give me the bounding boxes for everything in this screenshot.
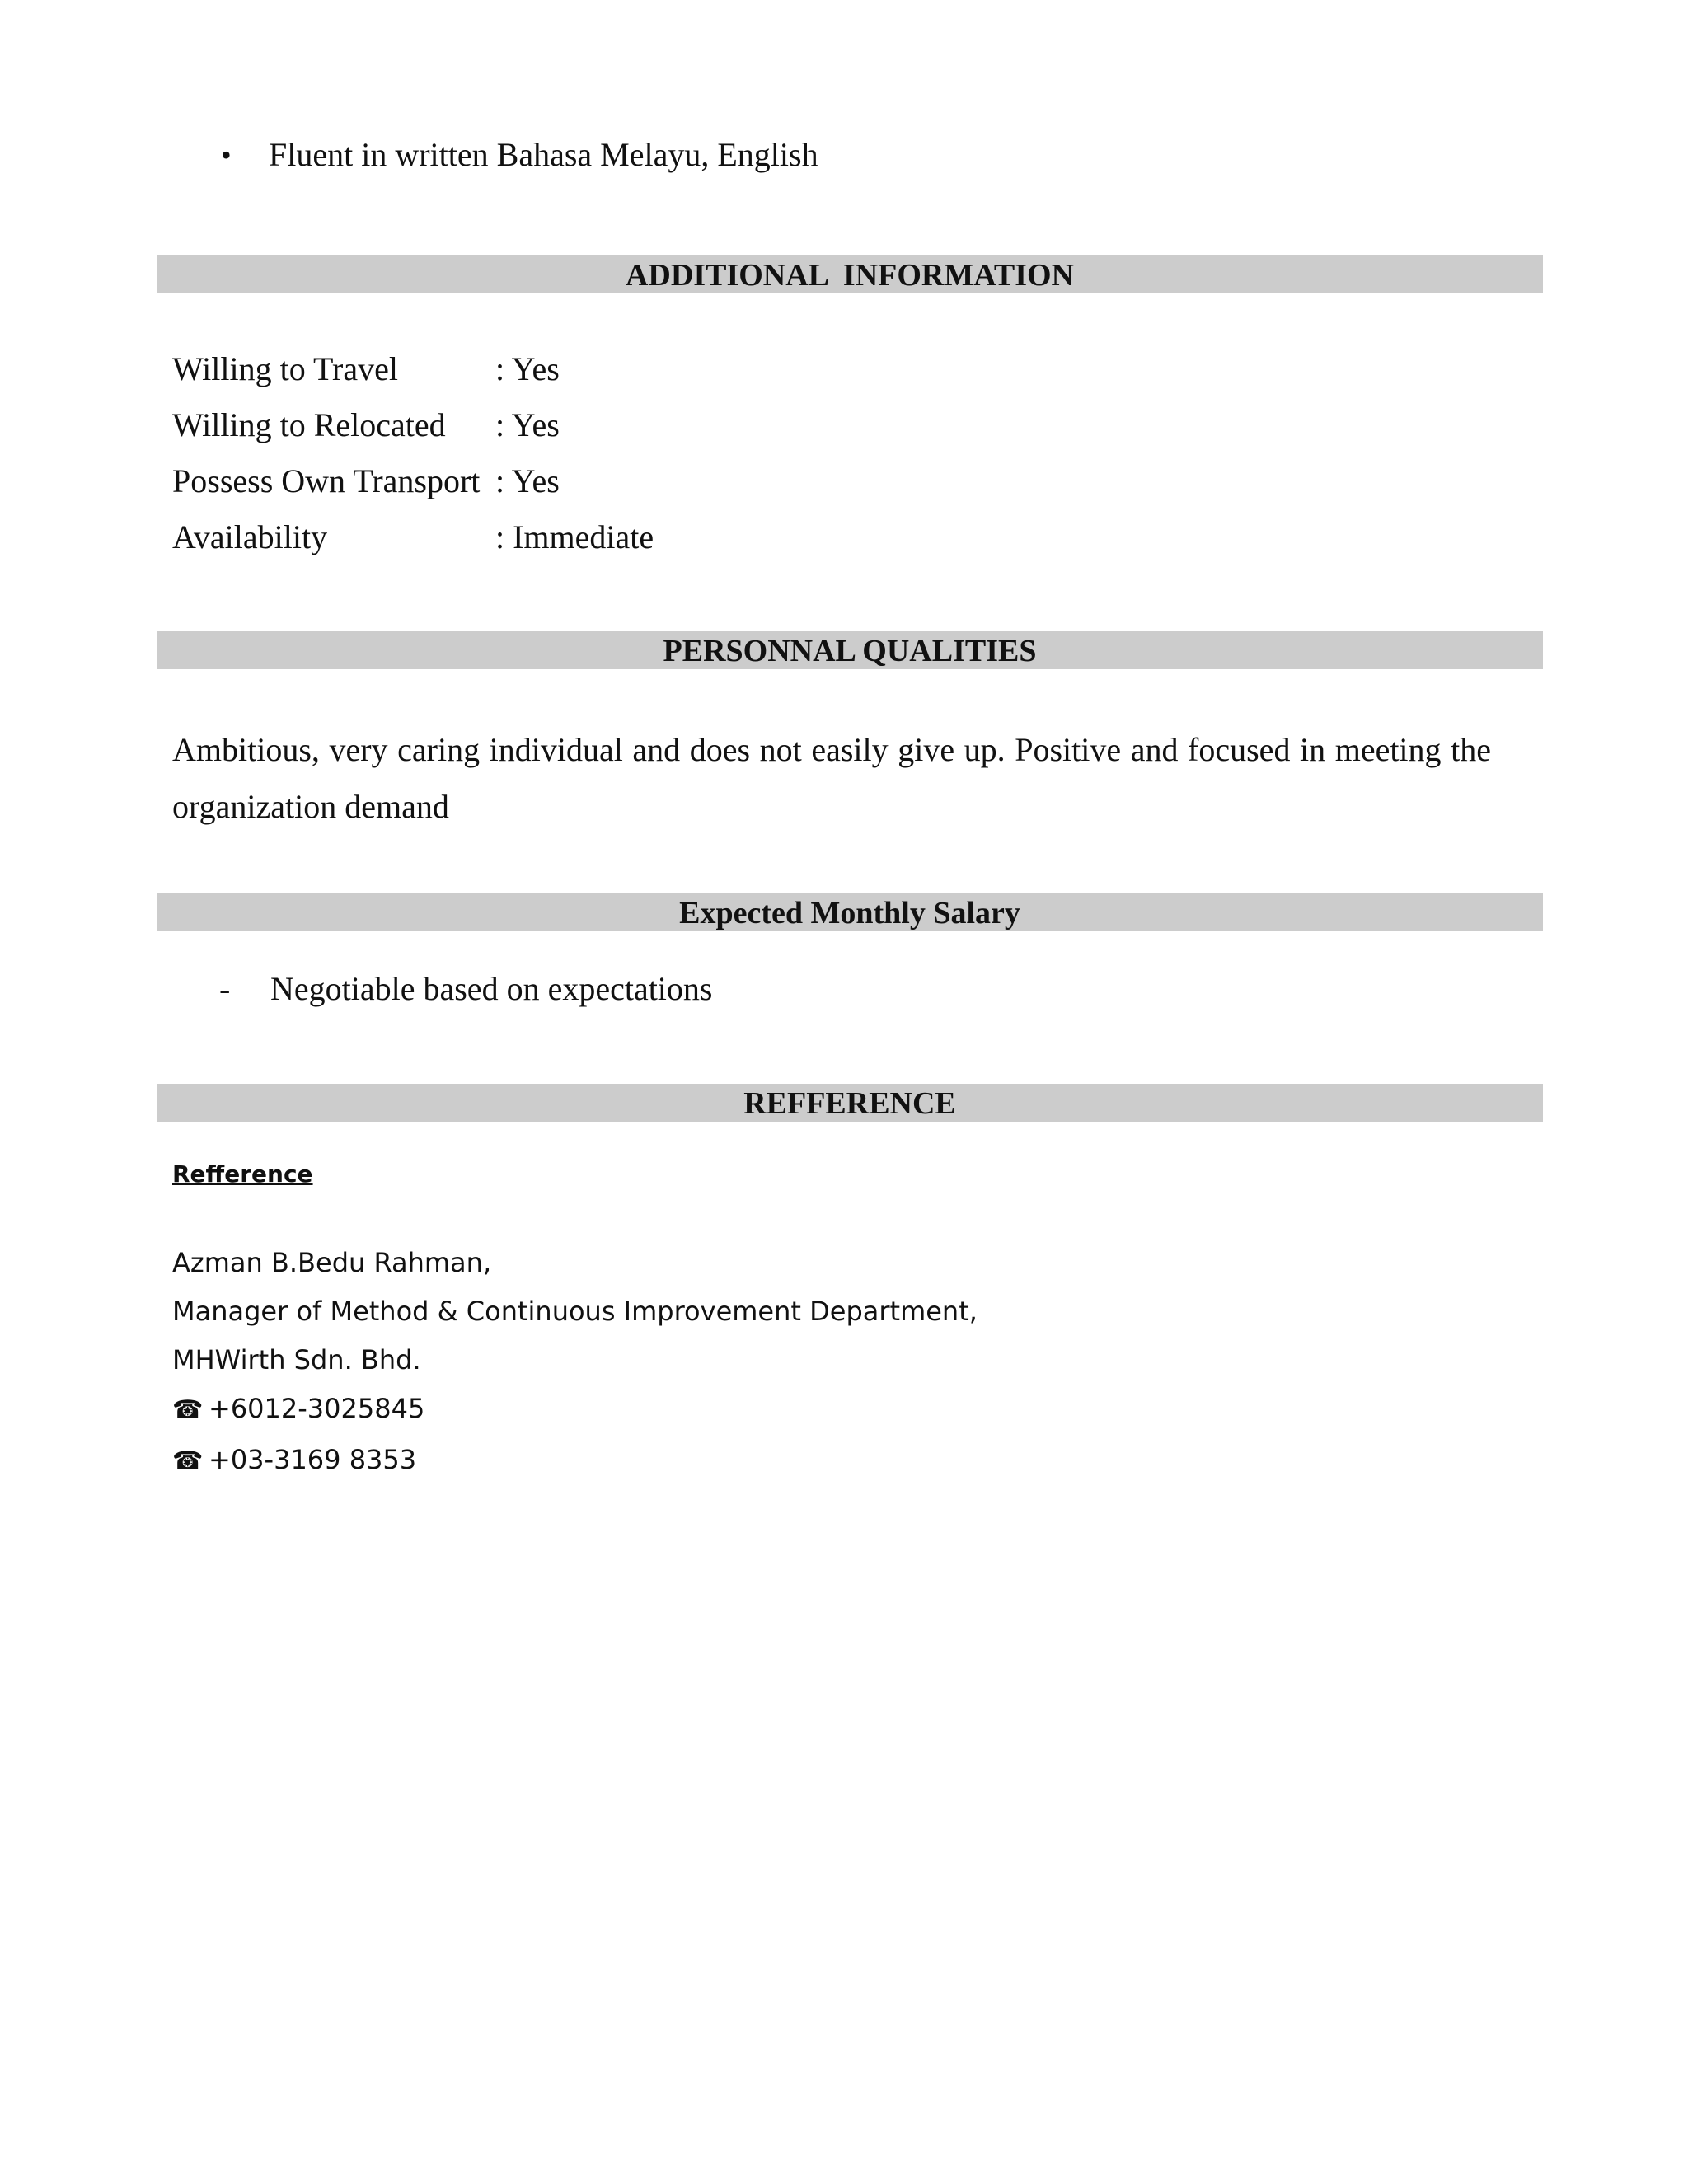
reference-subheading: Refference <box>172 1160 313 1188</box>
language-bullet-item <box>221 135 818 174</box>
info-value: : Yes <box>495 406 560 443</box>
info-row-availability <box>172 518 654 556</box>
reference-name: Azman B.Bedu Rahman, <box>172 1247 492 1278</box>
reference-job-title: Manager of Method & Continuous Improvement Department, <box>172 1296 978 1327</box>
section-heading-reference: REFFERENCE <box>157 1084 1543 1122</box>
language-item-text: Fluent in written Bahasa Melayu, English <box>269 136 818 173</box>
phone-number: +6012-3025845 <box>209 1393 425 1424</box>
info-row-travel <box>172 349 560 388</box>
section-heading-personal-qualities: PERSONNAL QUALITIES <box>157 631 1543 669</box>
info-row-transport <box>172 462 560 500</box>
bullet-dot: • <box>221 138 232 171</box>
phone-icon: ☎ <box>172 1446 204 1475</box>
info-label: Availability <box>172 518 328 555</box>
section-heading-additional-information: ADDITIONAL INFORMATION <box>157 255 1543 293</box>
info-value: : Yes <box>495 350 560 387</box>
reference-phone-office <box>172 1444 416 1475</box>
phone-icon: ☎ <box>172 1395 204 1424</box>
info-label: Willing to Relocated <box>172 406 446 443</box>
info-label: Possess Own Transport <box>172 462 481 499</box>
reference-phone-mobile <box>172 1393 424 1424</box>
section-heading-expected-salary: Expected Monthly Salary <box>157 893 1543 931</box>
personal-qualities-text: Ambitious, very caring individual and does not easily give up. Positive and focused in meeting the organization demand <box>172 731 1491 825</box>
info-value: : Immediate <box>495 518 654 555</box>
phone-number: +03-3169 8353 <box>209 1444 417 1475</box>
salary-item-text: Negotiable based on expectations <box>270 970 713 1007</box>
info-value: : Yes <box>495 462 560 499</box>
dash-mark: - <box>219 970 231 1007</box>
salary-item <box>219 969 712 1008</box>
info-row-relocate <box>172 405 560 444</box>
reference-company: MHWirth Sdn. Bhd. <box>172 1344 421 1376</box>
info-label: Willing to Travel <box>172 350 398 387</box>
